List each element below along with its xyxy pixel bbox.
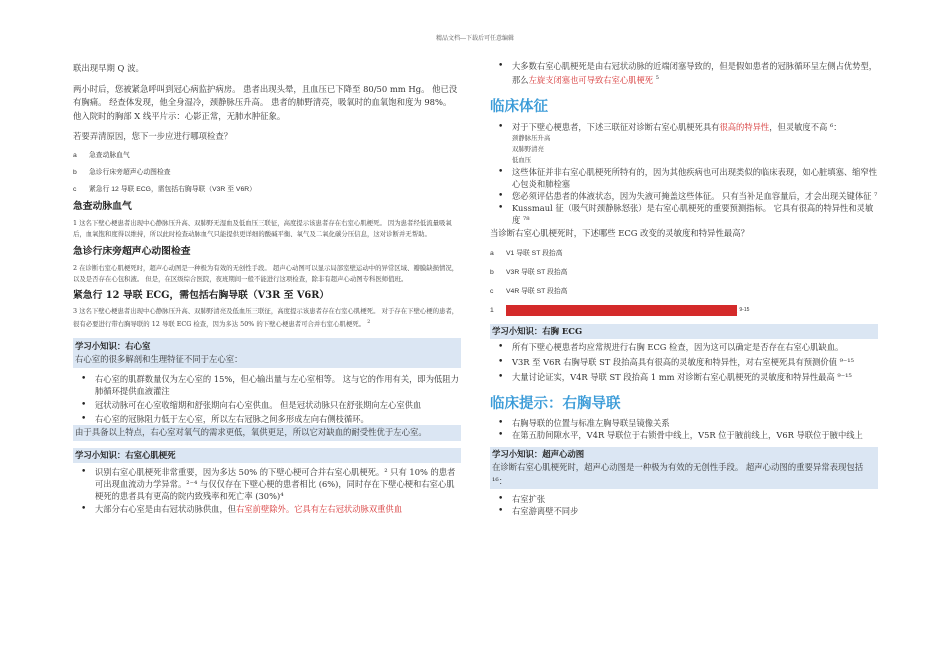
triad-list xyxy=(490,133,878,166)
tip-box-rv-infarct xyxy=(73,448,461,463)
tip-intro: 右心室的很多解剖和生理特征不同于左心室： xyxy=(75,353,243,364)
tip-title: 学习小知识：右胸 ECG xyxy=(492,326,583,337)
section-heading: 临床提示：右胸导联 xyxy=(490,395,621,413)
option[interactable]: b V3R 导联 ST 段抬高 xyxy=(490,269,568,277)
triad-item: 颈静脉压升高 xyxy=(512,133,551,142)
list-item: • 对于下壁心梗患者，下述三联征对诊断右室心肌梗死具有很高的特异性，但灵敏度不高 ⁶： xyxy=(512,121,878,133)
section-title: 急诊行床旁超声心动图检查 xyxy=(73,245,191,257)
list-item: • 大量讨论证实，V4R 导联 ST 段抬高 1 mm 对诊断右室心肌梗死的灵敏度和特异性最高 ⁹⁻¹⁵ xyxy=(512,371,878,383)
tip-outro-box xyxy=(73,425,461,441)
options-list xyxy=(73,150,461,195)
question: 若要弄清原因，您下一步应进行哪项检查？ xyxy=(73,131,233,141)
list-item: • 所有下壁心梗患者均应常规进行右胸 ECG 检查，因为这可以确定是否存在右室心肌缺血。 xyxy=(512,341,878,353)
option[interactable]: c V4R 导联 ST 段抬高 xyxy=(490,288,568,296)
list-item: • 冠状动脉可在心室收缩期和舒张期向右心室供血。 但是冠状动脉只在舒张期向左心室供血 xyxy=(95,399,461,411)
list-item: • V3R 至 V6R 右胸导联 ST 段抬高具有很高的灵敏度和特异性，对右室梗死具有预测价值 ⁹⁻¹⁵ xyxy=(512,356,878,368)
tip-intro: 在诊断右室心肌梗死时，超声心动图是一种极为有效的无创性手段。 超声心动图的重要异常表现包括 ¹⁶： xyxy=(492,462,864,486)
list-item: • 您必须评估患者的体液状态，因为失液可掩盖这些体征。 只有当补足血容量后，才会出现关键体征 ⁷ xyxy=(512,190,878,202)
option[interactable]: b 急诊行床旁超声心动图检查 xyxy=(73,168,171,176)
clinical-signs-list xyxy=(490,121,878,133)
list-item: • 大多数右室心肌梗死是由右冠状动脉的近端闭塞导致的，但是假如患者的冠脉循环呈左侧占优势型，那么左旋支闭塞也可导致右室心肌梗死 $^5$ xyxy=(512,60,878,86)
tip-title: 学习小知识：右心室 xyxy=(75,340,151,351)
option[interactable]: c 紧急行 12 导联 ECG，需包括右胸导联（V3R 至 V6R） xyxy=(73,185,256,193)
left-column xyxy=(73,60,461,515)
paragraph: 联出现早期 Q 波。 xyxy=(73,63,144,73)
echo-list xyxy=(490,493,878,517)
tip-title: 学习小知识：右室心肌梗死 xyxy=(75,449,176,460)
triad-item: 双肺野清亮 xyxy=(512,144,544,153)
option[interactable]: a 急查动脉血气 xyxy=(73,151,130,159)
paragraph: 两小时后，您被紧急呼叫到冠心病监护病房。 患者出现头晕，且血压已下降至 80/50 mm Hg。 他已没有胸痛。 经查体发现，他全身湿冷，颈静脉压升高。 患者的肺野清亮，吸氧时的血氧饱和度为 98%。 他入院时的胸部 X 线平片示：心影正常，无肺水肿征象。 xyxy=(73,83,458,121)
section-title: 紧急行 12 导联 ECG，需包括右胸导联（V3R 至 V6R） xyxy=(73,289,330,301)
top-list xyxy=(490,60,878,86)
section-text: 1 这名下壁心梗患者出现中心静脉压升高、双肺野无湿血及低血压三联征，高度提示该患者存在右室心肌梗死。 因为患者经低流量吸氧后，血氧饱和度得以维持，所以此时检查动脉血气只能提供更详细的酸碱平衡、氧气及二氧化碳分压信息，这对诊断并无帮助。 xyxy=(73,218,452,238)
list-item: • 右室游离壁不同步 xyxy=(512,505,878,517)
tip-box-right-ventricle xyxy=(73,338,461,369)
list-item: • 这些体征并非右室心肌梗死所特有的，因为其他疾病也可出现类似的临床表现，如心脏填塞、缩窄性心包炎和肺栓塞 xyxy=(512,166,878,190)
list-item: • 右室扩张 xyxy=(512,493,878,505)
section-heading: 临床体征 xyxy=(490,97,548,115)
tip-outro: 由于具备以上特点，右心室对氧气的需求更低，氧供更足，所以它对缺血的耐受性优于左心室。 xyxy=(75,427,427,438)
ecg-list xyxy=(490,341,878,383)
tip-box-ecg xyxy=(490,324,878,339)
list-item: • 右胸导联的位置与标准左胸导联呈镜像关系 xyxy=(512,417,878,429)
options-list xyxy=(490,248,878,316)
tip-list xyxy=(73,373,461,425)
option-answer[interactable]: 1 两个右胸导联中（V3R 至 V6R）ST 段抬高 1 mm 具有较高的灵敏度和特异性 9-15 xyxy=(490,307,750,315)
right-column xyxy=(490,60,878,517)
section-title: 急查动脉血气 xyxy=(73,200,132,212)
list-item: • 在第五肋间隙水平，V4R 导联位于右锁骨中线上，V5R 位于腋前线上，V6R 导联位于腋中线上 xyxy=(512,429,878,441)
page-header: 精品文档---下载后可任意编辑 xyxy=(435,35,515,42)
list-item: • 识别右室心肌梗死非常重要，因为多达 50% 的下壁心梗可合并右室心肌梗死。² 只有 10% 的患者可出现血流动力学异常。²⁻⁴ 与仅仅存在下壁心梗的患者相比 (6%)，同时存在下壁心梗和右室心肌梗死的患者具有更高的院内致残率和死亡率 (30%)⁴ xyxy=(95,466,461,502)
list-item: • 右心室的肌群数量仅为左心室的 15%，但心输出量与左心室相等。 这与它的作用有关，即为低阻力肺循环提供血液灌注 xyxy=(95,373,461,397)
tip-list xyxy=(73,466,461,515)
triad-item: 低血压 xyxy=(512,155,532,164)
tip-box-echo xyxy=(490,447,878,489)
list-item: • 大部分右心室是由右冠状动脉供血，但右室前壁除外。它具有左右冠状动脉双重供血 xyxy=(95,503,461,515)
tip-title: 学习小知识：超声心动图 xyxy=(492,449,585,460)
clinical-notes-list xyxy=(490,166,878,226)
section-text: 3 这名下壁心梗患者出现中心静脉压升高、双肺野清亮及低血压三联征，高度提示该患者存在右室心肌梗死。 对于存在下壁心梗的患者，很有必要进行带右胸导联的 12 导联 ECG 检查，因为多达 50% 的下壁心梗患者可合并右室心肌梗死。 $^2$ xyxy=(73,306,459,329)
option[interactable]: a V1 导联 ST 段抬高 xyxy=(490,250,563,258)
lead-list xyxy=(490,417,878,441)
list-item: • 右心室的冠脉阻力低于左心室，所以左右冠脉之间多形成左向右侧枝循环。 xyxy=(95,413,461,425)
section-text: 2 在诊断右室心肌梗死时，超声心动图是一种极为有效的无创性手段。 超声心动图可以显示局部室壁运动中的异常区域、瓣膜缺损情况，以及是否存在心包积液。 但是，在区级综合医院，夜班期间一般不能进行这项检查，除非有超声心动图专科医师值班。 xyxy=(73,263,459,283)
list-item: • Kussmaul 征（吸气时颈静脉怒张）是右室心肌梗死的重要预测指标。 它具有很高的特异性和灵敏度 ⁷⁸ xyxy=(512,202,878,226)
question: 当诊断右室心肌梗死时，下述哪些 ECG 改变的灵敏度和特异性最高？ xyxy=(490,227,750,238)
